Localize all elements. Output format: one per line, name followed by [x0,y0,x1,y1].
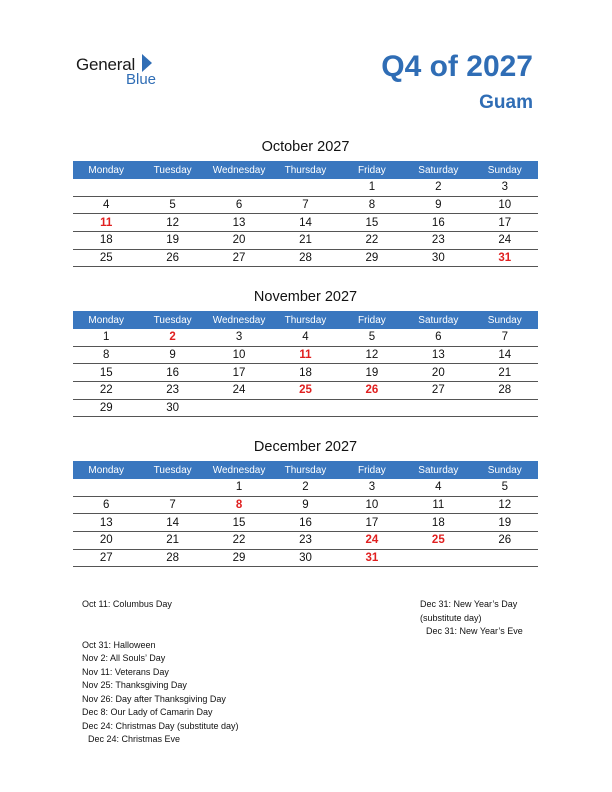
day-cell: 31 [472,249,538,267]
weekday-header: Saturday [405,311,471,329]
holiday-note: Dec 31: New Year’s Day [420,599,518,609]
day-cell: 2 [405,179,471,196]
day-cell: 29 [206,549,272,567]
holiday-note: Nov 25: Thanksgiving Day [82,680,187,690]
day-cell: 17 [472,214,538,232]
empty-cell [339,399,405,417]
empty-cell [405,549,471,567]
logo-flag-icon [142,54,152,72]
day-cell: 7 [139,496,205,514]
day-cell: 30 [272,549,338,567]
day-cell: 29 [73,399,139,417]
week-row [73,514,538,532]
weekday-header: Sunday [472,161,538,179]
day-cell: 26 [339,382,405,400]
day-cell: 4 [405,479,471,496]
empty-cell [206,179,272,196]
day-cell: 11 [405,496,471,514]
weekday-header: Thursday [272,461,338,479]
holiday-notes-left [82,598,342,747]
day-cell: 19 [339,364,405,382]
day-cell: 1 [339,179,405,196]
notes-spacer [82,612,342,626]
empty-cell [472,549,538,567]
month-november [73,289,538,417]
holiday-notes-right [420,598,570,639]
day-cell: 20 [73,532,139,550]
month-october [73,139,538,267]
empty-cell [272,399,338,417]
day-cell: 7 [272,196,338,214]
month-december [73,439,538,567]
holiday-note: Dec 31: New Year’s Eve [426,626,523,636]
weekday-header: Tuesday [139,161,205,179]
day-cell: 24 [206,382,272,400]
day-cell: 21 [139,532,205,550]
week-row [73,249,538,267]
logo-text-general: General [76,55,136,74]
day-cell: 15 [206,514,272,532]
weekday-header: Saturday [405,161,471,179]
day-cell: 26 [472,532,538,550]
day-cell: 10 [206,346,272,364]
day-cell: 4 [272,329,338,346]
week-row [73,549,538,567]
day-cell: 21 [472,364,538,382]
day-cell: 17 [206,364,272,382]
day-cell: 9 [139,346,205,364]
day-cell: 3 [339,479,405,496]
week-row [73,532,538,550]
day-cell: 2 [139,329,205,346]
weekday-header: Saturday [405,461,471,479]
week-row [73,399,538,417]
day-cell: 19 [472,514,538,532]
day-cell: 12 [139,214,205,232]
day-cell: 6 [73,496,139,514]
week-row [73,196,538,214]
day-cell: 14 [272,214,338,232]
holiday-note: Dec 8: Our Lady of Camarin Day [82,707,213,717]
day-cell: 6 [206,196,272,214]
day-cell: 15 [339,214,405,232]
day-cell: 24 [339,532,405,550]
notes-spacer [82,625,342,639]
weekday-header: Wednesday [206,161,272,179]
week-row [73,496,538,514]
month-title: November 2027 [253,289,358,305]
day-cell: 8 [73,346,139,364]
day-cell: 10 [472,196,538,214]
day-cell: 30 [405,249,471,267]
day-cell: 25 [73,249,139,267]
day-cell: 30 [139,399,205,417]
holiday-note: Nov 26: Day after Thanksgiving Day [82,693,226,704]
day-cell: 10 [339,496,405,514]
day-cell: 18 [73,232,139,250]
weekday-header: Friday [339,311,405,329]
day-cell: 21 [272,232,338,250]
day-cell: 28 [139,549,205,567]
day-cell: 3 [472,179,538,196]
week-row [73,179,538,196]
day-cell: 20 [206,232,272,250]
weekday-header: Thursday [272,161,338,179]
day-cell: 26 [139,249,205,267]
day-cell: 27 [405,382,471,400]
weekday-header: Friday [339,161,405,179]
weekday-header: Friday [339,461,405,479]
day-cell: 3 [206,329,272,346]
day-cell: 17 [339,514,405,532]
month-title: October 2027 [261,139,350,155]
day-cell: 5 [139,196,205,214]
weekday-header: Sunday [472,461,538,479]
day-cell: 16 [272,514,338,532]
week-row [73,364,538,382]
day-cell: 19 [139,232,205,250]
generalblue-logo [76,52,176,88]
day-cell: 23 [272,532,338,550]
day-cell: 5 [472,479,538,496]
day-cell: 16 [405,214,471,232]
day-cell: 28 [272,249,338,267]
day-cell: 11 [272,346,338,364]
week-row [73,479,538,496]
day-cell: 7 [472,329,538,346]
holiday-note: (substitute day) [420,612,482,623]
day-cell: 16 [139,364,205,382]
day-cell: 8 [339,196,405,214]
page-subtitle: Guam [479,92,533,113]
weekday-header: Tuesday [139,461,205,479]
day-cell: 9 [272,496,338,514]
day-cell: 25 [405,532,471,550]
holiday-note: Oct 31: Halloween [82,639,156,650]
day-cell: 9 [405,196,471,214]
day-cell: 22 [206,532,272,550]
weekday-header: Monday [73,311,139,329]
holiday-note: Nov 2: All Souls’ Day [82,653,166,663]
week-row [73,232,538,250]
day-cell: 12 [339,346,405,364]
empty-cell [472,399,538,417]
weekday-header: Tuesday [139,311,205,329]
day-cell: 20 [405,364,471,382]
week-row [73,382,538,400]
day-cell: 27 [206,249,272,267]
weekday-header: Sunday [472,311,538,329]
empty-cell [139,479,205,496]
empty-cell [272,179,338,196]
day-cell: 24 [472,232,538,250]
week-row [73,346,538,364]
day-cell: 13 [405,346,471,364]
day-cell: 8 [206,496,272,514]
holiday-note: Dec 24: Christmas Eve [88,734,181,744]
day-cell: 11 [73,214,139,232]
day-cell: 5 [339,329,405,346]
day-cell: 1 [206,479,272,496]
day-cell: 22 [73,382,139,400]
day-cell: 1 [73,329,139,346]
weekday-header: Wednesday [206,311,272,329]
day-cell: 28 [472,382,538,400]
holiday-note: Nov 11: Veterans Day [82,666,169,677]
day-cell: 27 [73,549,139,567]
holiday-note: Dec 24: Christmas Day (substitute day) [82,720,239,731]
week-row [73,329,538,346]
day-cell: 13 [206,214,272,232]
weekday-header: Thursday [272,311,338,329]
day-cell: 25 [272,382,338,400]
day-cell: 6 [405,329,471,346]
page-title: Q4 of 2027 [381,50,533,83]
day-cell: 14 [139,514,205,532]
day-cell: 4 [73,196,139,214]
day-cell: 14 [472,346,538,364]
day-cell: 18 [272,364,338,382]
weekday-header: Monday [73,161,139,179]
day-cell: 31 [339,549,405,567]
empty-cell [139,179,205,196]
week-row [73,214,538,232]
weekday-header: Monday [73,461,139,479]
day-cell: 13 [73,514,139,532]
empty-cell [73,179,139,196]
day-cell: 22 [339,232,405,250]
weekday-header: Wednesday [206,461,272,479]
calendar-table [73,311,538,417]
empty-cell [73,479,139,496]
calendar-table [73,461,538,567]
day-cell: 15 [73,364,139,382]
logo-text-blue: Blue [126,71,157,88]
empty-cell [405,399,471,417]
month-title: December 2027 [253,439,358,455]
calendar-table [73,161,538,267]
day-cell: 18 [405,514,471,532]
day-cell: 29 [339,249,405,267]
day-cell: 23 [405,232,471,250]
empty-cell [206,399,272,417]
holiday-note: Oct 11: Columbus Day [82,599,172,609]
day-cell: 12 [472,496,538,514]
day-cell: 23 [139,382,205,400]
day-cell: 2 [272,479,338,496]
